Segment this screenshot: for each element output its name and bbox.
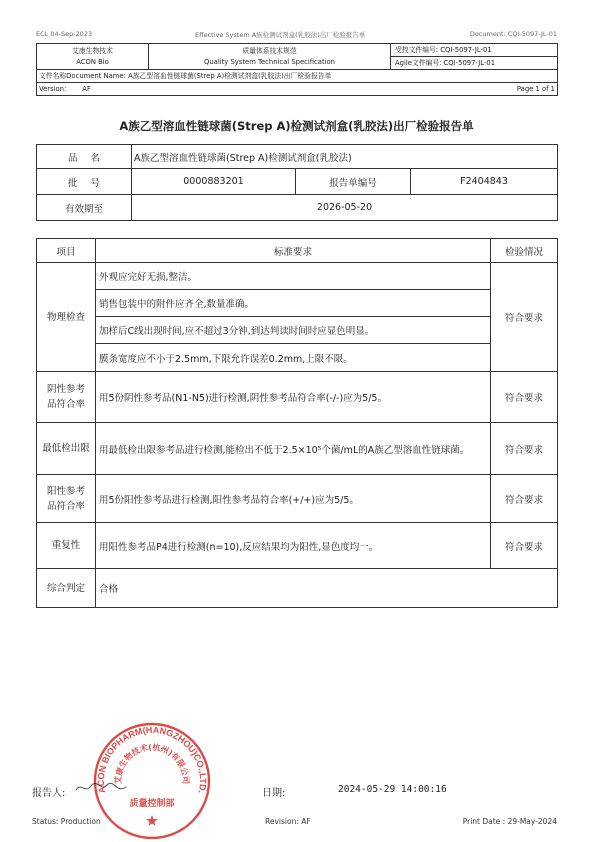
- table-row: [37, 263, 558, 290]
- product-label: 品 名: [37, 145, 132, 169]
- spec-title-en: Quality System Technical Specification: [204, 57, 335, 66]
- product-info-table: [36, 144, 558, 221]
- stamp-star-icon: [146, 815, 157, 826]
- version-row: [37, 83, 558, 96]
- version-value: AF: [82, 85, 91, 93]
- stamp-inner-text: 艾康生物技术(杭州)有限公司: [113, 742, 191, 785]
- detection-limit-standard: 用最低检出限参考品进行检测,能检出不低于2.5×10⁵个菌/mL的A族乙型溶血性链球菌。: [96, 423, 491, 475]
- results-header-row: [37, 239, 558, 263]
- version-cell: [37, 83, 558, 96]
- document-name-row: [37, 70, 558, 83]
- print-header-left: ECL 04-Sep-2023: [36, 30, 93, 38]
- report-number-value: F2404843: [411, 169, 558, 195]
- inspection-results-table: [36, 238, 558, 608]
- table-row: [37, 317, 558, 344]
- version-label: Version:: [39, 85, 67, 93]
- repeatability-result: 符合要求: [491, 523, 558, 569]
- physical-standard-accessories: 销售包装中的附件应齐全,数量准确。: [96, 290, 491, 317]
- header-standard: 标准要求: [96, 239, 491, 263]
- spec-cell: [149, 44, 391, 70]
- report-number-label: 报告单编号: [296, 169, 411, 195]
- conclusion-value: 合格: [96, 569, 558, 608]
- agile-document-number: Agile文件编号: CQI-5097-JL-01: [395, 58, 496, 67]
- repeatability-item: 重复性: [37, 523, 96, 569]
- positive-agreement-item: [37, 475, 96, 523]
- physical-check-result: 符合要求: [491, 263, 558, 372]
- version-group: [39, 83, 91, 95]
- company-cell: [37, 44, 149, 70]
- version-line: [39, 83, 555, 95]
- product-row: [37, 145, 558, 169]
- document-name: 文件名称Document Name: A族乙型溶血性链球菌(Strep A)检测试剂盒(乳胶法)出厂检验报告单: [37, 70, 558, 83]
- repeatability-standard: 用阳性参考品P4进行检测(n=10),反应结果均为阳性,显色度均一。: [96, 523, 491, 569]
- table-row: [37, 475, 558, 523]
- page-number: Page 1 of 1: [516, 85, 555, 93]
- conclusion-label: 综合判定: [37, 569, 96, 608]
- table-row: [37, 372, 558, 423]
- negative-agreement-item: [37, 372, 96, 423]
- table-row: [37, 344, 558, 372]
- physical-standard-strip-width: 膜条宽度应不小于2.5mm,下限允许误差0.2mm,上限不限。: [96, 344, 491, 372]
- document-header-table: [36, 43, 558, 96]
- document-number-cell: [391, 44, 558, 70]
- detection-limit-item: 最低检出限: [37, 423, 96, 475]
- report-title: A族乙型溶血性链球菌(Strep A)检测试剂盒(乳胶法)出厂检验报告单: [119, 119, 474, 133]
- detection-limit-result: 符合要求: [491, 423, 558, 475]
- physical-standard-c-line-time: 加样后C线出现时间,应不超过3分钟,到达判读时间时应显色明显。: [96, 317, 491, 344]
- physical-standard-appearance: 外观应完好无损,整洁。: [96, 263, 491, 290]
- negative-agreement-result: 符合要求: [491, 372, 558, 423]
- positive-agreement-label: 阳性参考品符合率: [46, 485, 85, 512]
- controlled-document-number: 受控文件编号: CQI-5097-JL-01: [391, 44, 557, 57]
- negative-agreement-standard: 用5份阴性参考品(N1-N5)进行检测,阴性参考品符合率(-/-)应为5/5。: [96, 372, 491, 423]
- product-value: A族乙型溶血性链球菌(Strep A)检测试剂盒(乳胶法): [132, 145, 558, 169]
- print-header-right: Document: CQI-5097-JL-01: [469, 30, 557, 38]
- negative-agreement-label: 阴性参考品符合率: [46, 384, 85, 410]
- footer-print-date: Print Date : 29-May-2024: [462, 817, 557, 826]
- header-item: 项目: [37, 239, 96, 263]
- print-header-center: Effective System A族检测试剂盒(乳胶法)出厂检验报告单: [195, 31, 366, 39]
- reporter-label: 报告人:: [32, 788, 66, 799]
- physical-check-item: 物理检查: [37, 263, 96, 372]
- positive-agreement-standard: 用5份阳性参考品进行检测,阳性参考品符合率(+/+)应为5/5。: [96, 475, 491, 523]
- date-label: 日期:: [262, 788, 286, 799]
- lot-label: 批 号: [37, 169, 132, 195]
- document-header-row: [37, 44, 558, 70]
- header-result: 检验情况: [491, 239, 558, 263]
- expiry-label: 有效期至: [37, 195, 132, 221]
- table-row: [37, 523, 558, 569]
- lot-row: [37, 169, 558, 195]
- quality-control-stamp: [92, 721, 212, 841]
- footer-status: Status: Production: [32, 817, 101, 826]
- stamp-department-text: 质量控制部: [129, 799, 175, 809]
- spec-title-cn: 质量体系技术规范: [242, 46, 297, 55]
- expiry-value: 2026-05-20: [132, 195, 558, 221]
- positive-agreement-result: 符合要求: [491, 475, 558, 523]
- table-row: [37, 290, 558, 317]
- date-value: 2024-05-29 14:00:16: [338, 784, 447, 795]
- company-name-cn: 艾康生物技术: [72, 46, 113, 55]
- expiry-row: [37, 195, 558, 221]
- company-name-en: ACON Bio: [76, 57, 109, 66]
- table-row: [37, 423, 558, 475]
- table-row: [37, 569, 558, 608]
- footer-revision: Revision: AF: [265, 817, 311, 826]
- lot-value: 0000883201: [132, 169, 296, 195]
- stamp-outer-text: ACON BIOPHARM(HANGZHOU)CO.,LTD.: [95, 724, 209, 795]
